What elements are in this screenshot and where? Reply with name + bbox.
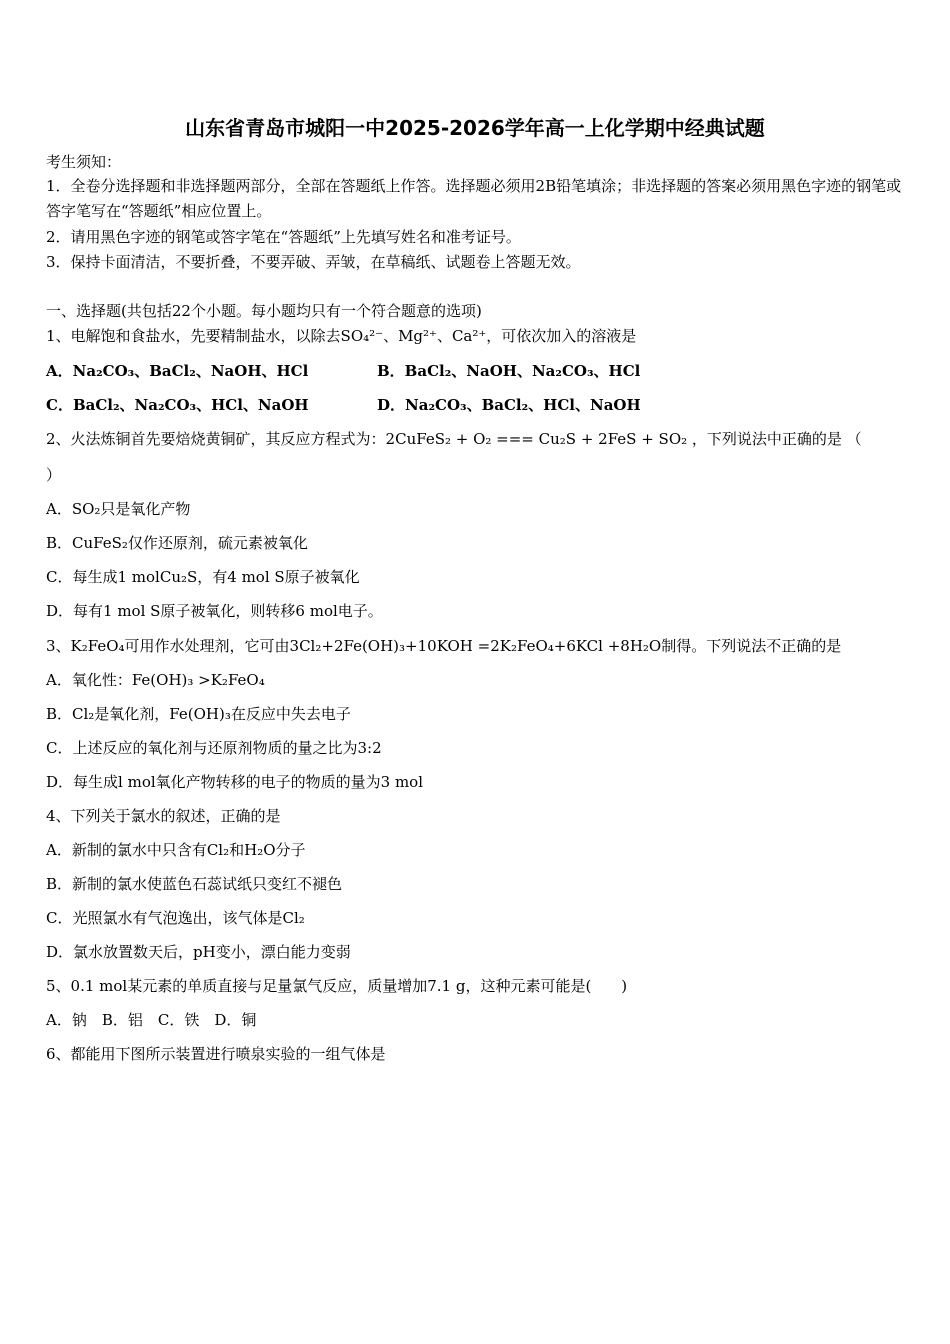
- q2-stem: 2、火法炼铜首先要焙烧黄铜矿，其反应方程式为：2CuFeS₂ + O₂ === Cu₂S + 2FeS + SO₂ ，下列说法中正确的是 （: [46, 430, 862, 448]
- q1-stem: 1、电解饱和食盐水，先要精制盐水，以除去SO₄²⁻、Mg²⁺、Ca²⁺，可依次加入的溶液是: [46, 327, 637, 345]
- q1-option-d: D．Na₂CO₃、BaCl₂、HCl、NaOH: [377, 396, 641, 414]
- q2-option-d: D．每有1 mol S原子被氧化，则转移6 mol电子。: [46, 602, 383, 620]
- q1-option-a: A．Na₂CO₃、BaCl₂、NaOH、HCl: [46, 362, 309, 380]
- q1-option-b: B．BaCl₂、NaOH、Na₂CO₃、HCl: [377, 362, 641, 380]
- q2-option-b: B．CuFeS₂仅作还原剂，硫元素被氧化: [46, 534, 308, 552]
- q3-option-d: D．每生成l mol氧化产物转移的电子的物质的量为3 mol: [46, 773, 424, 791]
- section-heading: 一、选择题(共包括22个小题。每小题均只有一个符合题意的选项): [46, 302, 482, 320]
- q3-option-c: C．上述反应的氧化剂与还原剂物质的量之比为3:2: [46, 739, 382, 757]
- q3-stem: 3、K₂FeO₄可用作水处理剂，它可由3Cl₂+2Fe(OH)₃+10KOH =2K₂FeO₄+6KCl +8H₂O制得。下列说法不正确的是: [46, 637, 842, 655]
- notice-item-2: 2．请用黑色字迹的钢笔或答字笔在“答题纸”上先填写姓名和准考证号。: [46, 228, 521, 246]
- q3-option-b: B．Cl₂是氧化剂，Fe(OH)₃在反应中失去电子: [46, 705, 351, 723]
- q2-option-c: C．每生成1 molCu₂S，有4 mol S原子被氧化: [46, 568, 360, 586]
- notice-item-3: 3．保持卡面清洁，不要折叠，不要弄破、弄皱，在草稿纸、试题卷上答题无效。: [46, 253, 581, 271]
- q4-option-c: C．光照氯水有气泡逸出，该气体是Cl₂: [46, 909, 305, 927]
- q2-option-a: A．SO₂只是氧化产物: [46, 500, 191, 518]
- q5-options: A．钠 B．铝 C．铁 D．铜: [46, 1011, 257, 1029]
- page-title: 山东省青岛市城阳一中2025-2026学年高一上化学期中经典试题: [185, 116, 765, 140]
- q3-option-a: A．氧化性：Fe(OH)₃ >K₂FeO₄: [46, 671, 265, 689]
- q4-option-b: B．新制的氯水使蓝色石蕊试纸只变红不褪色: [46, 875, 343, 893]
- notice-heading: 考生须知：: [46, 153, 122, 171]
- q1-option-c: C．BaCl₂、Na₂CO₃、HCl、NaOH: [46, 396, 309, 414]
- q6-stem: 6、都能用下图所示装置进行喷泉实验的一组气体是: [46, 1045, 386, 1063]
- q4-stem: 4、下列关于氯水的叙述，正确的是: [46, 807, 281, 825]
- notice-item-1: 1．全卷分选择题和非选择题两部分，全部在答题纸上作答。选择题必须用2B铅笔填涂；非选择题的答案必须用黑色字迹的钢笔或答字笔写在“答题纸”相应位置上。: [46, 177, 902, 220]
- q4-option-d: D．氯水放置数天后，pH变小，漂白能力变弱: [46, 943, 351, 961]
- q2-stem-end: ）: [46, 466, 62, 484]
- q4-option-a: A．新制的氯水中只含有Cl₂和H₂O分子: [46, 841, 306, 859]
- q5-stem: 5、0.1 mol某元素的单质直接与足量氯气反应，质量增加7.1 g，这种元素可能是( ): [46, 977, 628, 995]
